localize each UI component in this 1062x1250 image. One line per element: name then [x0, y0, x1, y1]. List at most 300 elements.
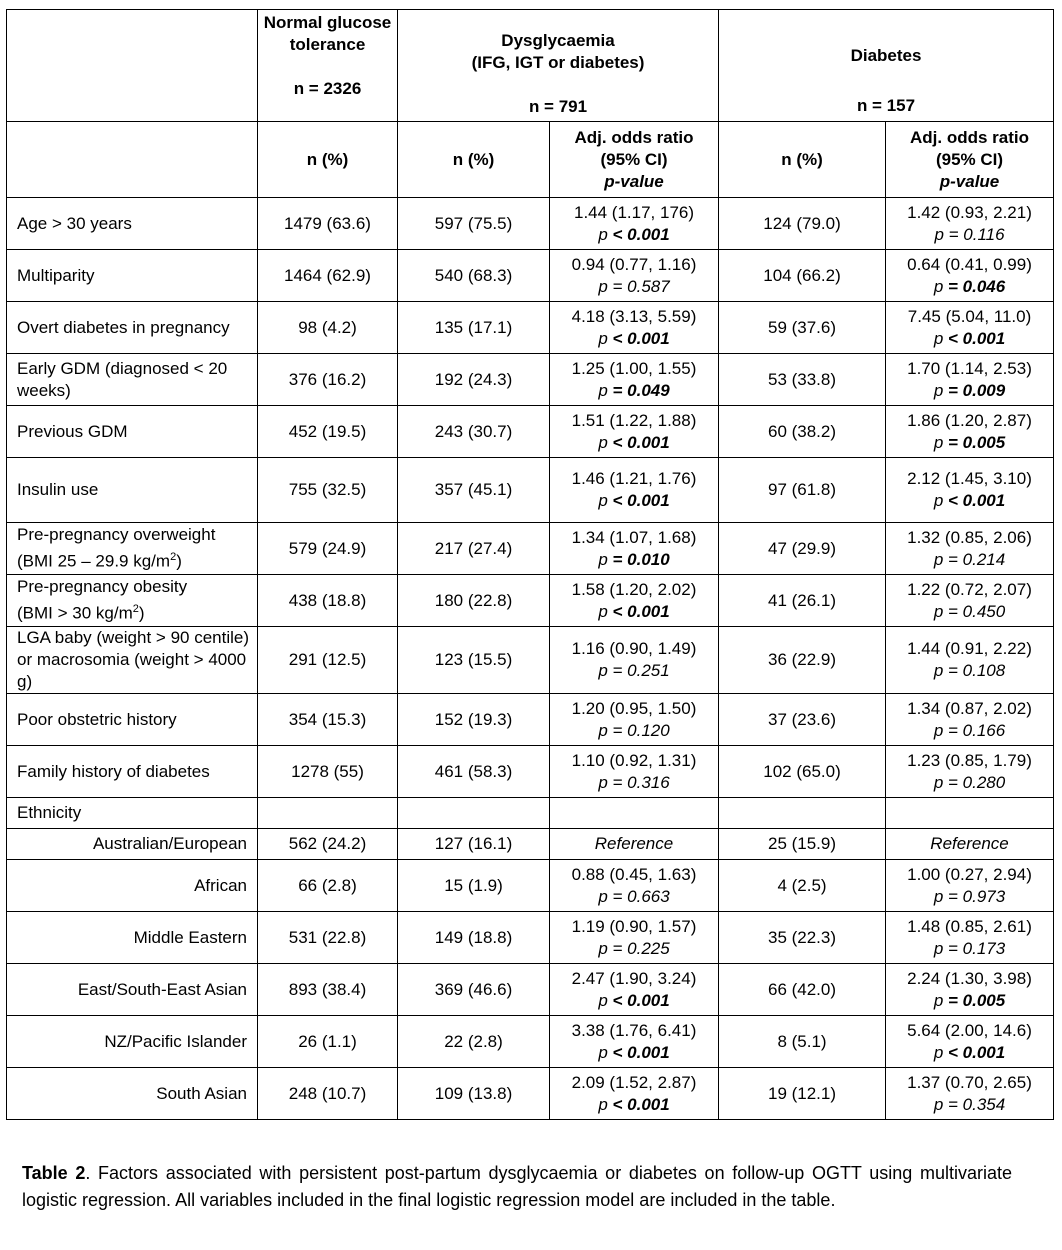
p-symbol: p	[933, 720, 948, 740]
p-operator: <	[612, 1042, 628, 1062]
table-row	[7, 746, 1054, 798]
dia-count: 124 (79.0)	[719, 198, 886, 250]
ethnicity-row	[7, 964, 1054, 1016]
row-label: Poor obstetric history	[7, 694, 258, 746]
p-number: 0.010	[627, 549, 670, 569]
p-value	[890, 224, 1049, 246]
ethnicity-header-row	[7, 798, 1054, 829]
dia-count: 8 (5.1)	[719, 1016, 886, 1068]
header-or-line1: Adj. odds ratio	[574, 127, 694, 147]
ngt-count: 1464 (62.9)	[258, 250, 398, 302]
p-number: 0.005	[962, 990, 1006, 1010]
dia-count: 47 (29.9)	[719, 523, 886, 575]
dys-odds-ratio	[550, 302, 719, 354]
p-symbol: p	[598, 549, 613, 569]
dia-odds-ratio	[886, 964, 1054, 1016]
p-symbol: p	[933, 990, 948, 1010]
dia-odds-ratio: Reference	[886, 829, 1054, 860]
p-value	[554, 990, 714, 1012]
caption-text: . Factors associated with persistent post-partum dysglycaemia or diabetes on follow-up OGTT using multivariate logistic regression. All variables included in the final logistic regression model are included in the table.	[22, 1163, 1012, 1210]
odds-ratio: 2.24 (1.30, 3.98)	[907, 968, 1032, 988]
ethnicity-row	[7, 912, 1054, 964]
p-value	[890, 1042, 1049, 1064]
p-symbol: p	[598, 601, 613, 621]
ngt-count: 452 (19.5)	[258, 406, 398, 458]
p-operator: <	[948, 491, 963, 510]
p-value	[554, 938, 714, 960]
empty-cell	[398, 798, 550, 829]
dia-odds-ratio	[886, 523, 1054, 575]
header-dys-npct: n (%)	[398, 122, 550, 198]
empty-cell	[719, 798, 886, 829]
row-label: Age > 30 years	[7, 198, 258, 250]
row-label	[7, 523, 258, 575]
caption-label: Table 2	[22, 1163, 86, 1183]
p-number: 0.001	[627, 328, 670, 348]
p-value	[554, 224, 714, 246]
p-value	[554, 720, 714, 742]
odds-ratio: 2.12 (1.45, 3.10)	[907, 469, 1032, 488]
p-number: 0.214	[962, 549, 1006, 569]
odds-ratio: 4.18 (3.13, 5.59)	[571, 306, 697, 326]
dia-odds-ratio	[886, 250, 1054, 302]
p-number: 0.280	[962, 772, 1006, 792]
p-symbol: p	[598, 380, 613, 400]
p-operator: <	[948, 328, 963, 348]
odds-ratio: 1.23 (0.85, 1.79)	[907, 750, 1032, 770]
header-dia-npct: n (%)	[719, 122, 886, 198]
row-label: Middle Eastern	[7, 912, 258, 964]
odds-ratio: 2.09 (1.52, 2.87)	[571, 1072, 697, 1092]
row-label: Early GDM (diagnosed < 20 weeks)	[7, 354, 258, 406]
dia-count: 60 (38.2)	[719, 406, 886, 458]
dys-count: 357 (45.1)	[398, 458, 550, 523]
header-or-line2: (95% CI)	[600, 149, 668, 169]
p-value	[890, 772, 1049, 794]
dys-odds-ratio	[550, 964, 719, 1016]
p-number: 0.001	[962, 1042, 1006, 1062]
p-symbol: p	[598, 276, 613, 296]
p-operator: =	[948, 886, 963, 906]
dia-odds-ratio	[886, 458, 1054, 523]
header-dia-title: Diabetes	[850, 46, 922, 65]
table-row	[7, 198, 1054, 250]
row-label: Australian/European	[7, 829, 258, 860]
p-operator: =	[612, 772, 628, 792]
p-value	[890, 1094, 1049, 1116]
odds-ratio: 1.00 (0.27, 2.94)	[907, 864, 1032, 884]
dys-count: 180 (22.8)	[398, 575, 550, 627]
header-dys-n: n = 791	[528, 97, 588, 116]
p-symbol: p	[933, 328, 948, 348]
odds-ratio: 1.44 (0.91, 2.22)	[907, 639, 1032, 658]
dys-count: 127 (16.1)	[398, 829, 550, 860]
table-row	[7, 694, 1054, 746]
header-or-line2: (95% CI)	[935, 149, 1004, 169]
row-label: LGA baby (weight > 90 centile) or macrosomia (weight > 4000 g)	[7, 627, 258, 694]
p-operator: <	[612, 990, 628, 1010]
dia-odds-ratio	[886, 912, 1054, 964]
dys-count: 243 (30.7)	[398, 406, 550, 458]
empty-cell	[258, 798, 398, 829]
dia-odds-ratio	[886, 860, 1054, 912]
p-number: 0.166	[962, 720, 1006, 740]
p-symbol: p	[933, 276, 948, 296]
dys-odds-ratio	[550, 627, 719, 694]
dys-odds-ratio	[550, 1016, 719, 1068]
dia-odds-ratio	[886, 694, 1054, 746]
header-empty-cell	[7, 10, 258, 122]
p-number: 0.001	[627, 990, 670, 1010]
table-row	[7, 523, 1054, 575]
ethnicity-row	[7, 1068, 1054, 1120]
p-number: 0.116	[963, 224, 1005, 244]
p-symbol: p	[933, 661, 948, 680]
dia-count: 4 (2.5)	[719, 860, 886, 912]
p-value	[554, 490, 714, 512]
odds-ratio: 1.20 (0.95, 1.50)	[571, 698, 697, 718]
p-symbol: p	[598, 432, 613, 452]
header-or-line3: p-value	[939, 171, 1000, 191]
dia-odds-ratio	[886, 406, 1054, 458]
p-symbol: p	[598, 1042, 613, 1062]
header-row-columns	[7, 122, 1054, 198]
header-ngt-n: n = 2326	[293, 79, 362, 98]
p-operator: =	[948, 772, 963, 792]
p-operator: =	[948, 224, 964, 244]
p-value	[890, 490, 1049, 512]
p-number: 0.009	[962, 380, 1006, 400]
dia-odds-ratio	[886, 302, 1054, 354]
odds-ratio: 7.45 (5.04, 11.0)	[907, 306, 1032, 326]
p-value	[890, 328, 1049, 350]
header-ngt-npct: n (%)	[258, 122, 398, 198]
dys-count: 192 (24.3)	[398, 354, 550, 406]
p-number: 0.587	[627, 276, 670, 296]
dia-count: 41 (26.1)	[719, 575, 886, 627]
p-value	[554, 549, 714, 571]
p-symbol: p	[598, 328, 613, 348]
p-number: 0.049	[627, 380, 670, 400]
dia-odds-ratio	[886, 1016, 1054, 1068]
dia-count: 66 (42.0)	[719, 964, 886, 1016]
odds-ratio: 5.64 (2.00, 14.6)	[907, 1020, 1032, 1040]
dia-count: 102 (65.0)	[719, 746, 886, 798]
p-symbol: p	[598, 990, 613, 1010]
header-dia-n: n = 157	[856, 96, 916, 115]
table-row	[7, 627, 1054, 694]
p-symbol: p	[598, 772, 613, 792]
ngt-count: 376 (16.2)	[258, 354, 398, 406]
row-label-sup: 2	[132, 603, 139, 616]
p-operator: =	[948, 1094, 963, 1114]
dia-count: 104 (66.2)	[719, 250, 886, 302]
header-or-line1: Adj. odds ratio	[910, 127, 1030, 147]
ngt-count: 562 (24.2)	[258, 829, 398, 860]
header-ngt	[258, 10, 398, 122]
row-label-line2: (BMI > 30 $kg/m^2$)	[17, 603, 145, 623]
p-operator: <	[612, 432, 628, 452]
p-symbol: p	[933, 886, 948, 906]
p-value	[554, 432, 714, 454]
p-symbol: p	[933, 1042, 948, 1062]
empty-cell	[550, 798, 719, 829]
row-label	[7, 575, 258, 627]
p-value	[554, 328, 714, 350]
ethnicity-row	[7, 1016, 1054, 1068]
ngt-count: 26 (1.1)	[258, 1016, 398, 1068]
p-operator: =	[612, 720, 628, 740]
p-number: 0.005	[962, 432, 1006, 452]
dys-odds-ratio	[550, 406, 719, 458]
p-value	[554, 380, 714, 402]
p-number: 0.251	[627, 661, 670, 680]
odds-ratio: 1.16 (0.90, 1.49)	[571, 639, 697, 658]
ngt-count: 66 (2.8)	[258, 860, 398, 912]
p-value	[890, 601, 1049, 623]
p-value	[890, 990, 1049, 1012]
p-operator: <	[612, 224, 628, 244]
odds-ratio: 1.32 (0.85, 2.06)	[907, 527, 1032, 547]
p-value	[890, 276, 1049, 298]
odds-ratio: 1.22 (0.72, 2.07)	[907, 579, 1032, 599]
row-label: Previous GDM	[7, 406, 258, 458]
p-operator: =	[948, 432, 963, 452]
dys-odds-ratio	[550, 354, 719, 406]
p-operator: <	[948, 1042, 963, 1062]
p-value	[890, 938, 1049, 960]
p-number: 0.001	[962, 491, 1006, 510]
p-value	[890, 720, 1049, 742]
p-symbol: p	[598, 661, 613, 680]
header-dysglycaemia	[398, 10, 719, 122]
p-operator: =	[948, 380, 963, 400]
p-number: 0.046	[962, 276, 1006, 296]
p-number: 0.120	[627, 720, 670, 740]
p-number: 0.001	[627, 432, 670, 452]
dys-odds-ratio	[550, 458, 719, 523]
p-value	[890, 660, 1049, 682]
header-dys-or	[550, 122, 719, 198]
p-number: 0.973	[962, 886, 1006, 906]
row-label: NZ/Pacific Islander	[7, 1016, 258, 1068]
odds-ratio: 3.38 (1.76, 6.41)	[571, 1020, 697, 1040]
row-label: African	[7, 860, 258, 912]
header-dys-title: Dysglycaemia	[501, 31, 615, 50]
ngt-count: 438 (18.8)	[258, 575, 398, 627]
dys-odds-ratio	[550, 250, 719, 302]
header-dys-sub: (IFG, IGT or diabetes)	[471, 53, 645, 72]
ngt-count: 248 (10.7)	[258, 1068, 398, 1120]
dys-count: 135 (17.1)	[398, 302, 550, 354]
dia-count: 53 (33.8)	[719, 354, 886, 406]
header-ngt-title: Normal glucose tolerance	[263, 13, 392, 54]
p-value	[554, 772, 714, 794]
p-operator: <	[612, 1094, 628, 1114]
p-value	[554, 886, 714, 908]
ngt-count: 1479 (63.6)	[258, 198, 398, 250]
p-symbol: p	[933, 1094, 948, 1114]
ethnicity-row	[7, 829, 1054, 860]
dia-count: 37 (23.6)	[719, 694, 886, 746]
p-value	[890, 432, 1049, 454]
p-operator: =	[612, 886, 628, 906]
dia-odds-ratio	[886, 198, 1054, 250]
p-value	[890, 549, 1049, 571]
odds-ratio: 1.86 (1.20, 2.87)	[907, 410, 1032, 430]
row-label: Family history of diabetes	[7, 746, 258, 798]
p-operator: =	[612, 938, 628, 958]
p-number: 0.108	[962, 661, 1006, 680]
p-symbol: p	[598, 720, 613, 740]
odds-ratio: 1.10 (0.92, 1.31)	[571, 750, 697, 770]
dia-odds-ratio	[886, 746, 1054, 798]
table-row	[7, 575, 1054, 627]
ngt-count: 98 (4.2)	[258, 302, 398, 354]
row-label: Multiparity	[7, 250, 258, 302]
row-label-line1: Pre-pregnancy obesity	[17, 577, 188, 597]
dys-odds-ratio	[550, 1068, 719, 1120]
p-symbol: p	[598, 938, 613, 958]
p-value	[890, 886, 1049, 908]
dia-count: 35 (22.3)	[719, 912, 886, 964]
p-number: 0.001	[962, 328, 1006, 348]
dys-odds-ratio: Reference	[550, 829, 719, 860]
empty-cell	[886, 798, 1054, 829]
ngt-count: 1278 (55)	[258, 746, 398, 798]
p-number: 0.001	[627, 601, 670, 621]
dys-count: 152 (19.3)	[398, 694, 550, 746]
table-row	[7, 406, 1054, 458]
p-number: 0.354	[962, 1094, 1006, 1114]
p-operator: =	[612, 549, 628, 569]
ngt-count: 755 (32.5)	[258, 458, 398, 523]
dys-odds-ratio	[550, 575, 719, 627]
row-label-sup: 2	[170, 551, 177, 564]
odds-ratio: 0.94 (0.77, 1.16)	[571, 254, 697, 274]
p-operator: =	[948, 720, 963, 740]
p-value	[554, 1094, 714, 1116]
p-symbol: p	[933, 938, 948, 958]
p-symbol: p	[933, 432, 948, 452]
dia-count: 97 (61.8)	[719, 458, 886, 523]
table-caption	[22, 1160, 1012, 1214]
row-label-line1: Pre-pregnancy overweight	[17, 525, 216, 545]
table-row	[7, 302, 1054, 354]
dys-count: 540 (68.3)	[398, 250, 550, 302]
p-symbol: p	[933, 491, 948, 510]
p-number: 0.450	[962, 601, 1006, 621]
dia-count: 19 (12.1)	[719, 1068, 886, 1120]
header-dia-or	[886, 122, 1054, 198]
p-number: 0.001	[627, 1042, 670, 1062]
p-operator: =	[948, 661, 963, 680]
p-symbol: p	[598, 491, 613, 510]
p-symbol: p	[598, 886, 613, 906]
p-number: 0.663	[627, 886, 670, 906]
p-operator: =	[948, 938, 963, 958]
p-value	[554, 1042, 714, 1064]
p-operator: =	[948, 276, 963, 296]
dys-count: 22 (2.8)	[398, 1016, 550, 1068]
dys-odds-ratio	[550, 694, 719, 746]
odds-ratio: 2.47 (1.90, 3.24)	[571, 968, 697, 988]
odds-ratio: 0.88 (0.45, 1.63)	[571, 864, 697, 884]
dys-odds-ratio	[550, 198, 719, 250]
dia-count: 36 (22.9)	[719, 627, 886, 694]
ngt-count: 893 (38.4)	[258, 964, 398, 1016]
dia-odds-ratio	[886, 354, 1054, 406]
odds-ratio: 1.19 (0.90, 1.57)	[571, 916, 697, 936]
p-symbol: p	[598, 1094, 613, 1114]
p-operator: <	[612, 491, 628, 510]
header-or-line3: p-value	[604, 171, 664, 191]
table-row	[7, 458, 1054, 523]
p-number: 0.001	[627, 491, 670, 510]
dia-count: 25 (15.9)	[719, 829, 886, 860]
dia-odds-ratio	[886, 575, 1054, 627]
odds-ratio: 1.25 (1.00, 1.55)	[571, 358, 697, 378]
p-symbol: p	[933, 601, 948, 621]
p-number: 0.316	[627, 772, 670, 792]
header-empty-cell	[7, 122, 258, 198]
ngt-count: 531 (22.8)	[258, 912, 398, 964]
dys-count: 149 (18.8)	[398, 912, 550, 964]
p-operator: =	[948, 549, 963, 569]
p-value	[554, 660, 714, 682]
row-label: East/South-East Asian	[7, 964, 258, 1016]
p-value	[554, 276, 714, 298]
odds-ratio: 1.42 (0.93, 2.21)	[907, 202, 1032, 222]
p-operator: =	[612, 380, 628, 400]
dys-odds-ratio	[550, 860, 719, 912]
dys-count: 123 (15.5)	[398, 627, 550, 694]
odds-ratio: 1.44 (1.17, 176)	[573, 202, 695, 222]
p-operator: =	[948, 601, 963, 621]
ngt-count: 291 (12.5)	[258, 627, 398, 694]
p-symbol: p	[933, 549, 948, 569]
p-operator: <	[612, 601, 628, 621]
p-symbol: p	[933, 772, 948, 792]
p-symbol: p	[934, 224, 949, 244]
p-operator: =	[612, 661, 628, 680]
dys-count: 109 (13.8)	[398, 1068, 550, 1120]
row-label: Overt diabetes in pregnancy	[7, 302, 258, 354]
dys-count: 217 (27.4)	[398, 523, 550, 575]
dys-count: 15 (1.9)	[398, 860, 550, 912]
p-value	[890, 380, 1049, 402]
table-row	[7, 250, 1054, 302]
odds-ratio: 1.48 (0.85, 2.61)	[907, 916, 1032, 936]
row-label: South Asian	[7, 1068, 258, 1120]
ngt-count: 579 (24.9)	[258, 523, 398, 575]
p-number: 0.225	[627, 938, 670, 958]
dys-odds-ratio	[550, 746, 719, 798]
odds-ratio: 1.70 (1.14, 2.53)	[907, 358, 1032, 378]
dia-odds-ratio	[886, 627, 1054, 694]
ngt-count: 354 (15.3)	[258, 694, 398, 746]
table-row	[7, 354, 1054, 406]
p-number: 0.001	[627, 224, 670, 244]
row-label: Insulin use	[7, 458, 258, 523]
ethnicity-row	[7, 860, 1054, 912]
p-value	[554, 601, 714, 623]
p-operator: <	[612, 328, 628, 348]
results-table	[6, 9, 1054, 1120]
dys-count: 369 (46.6)	[398, 964, 550, 1016]
p-number: 0.001	[627, 1094, 670, 1114]
dia-odds-ratio	[886, 1068, 1054, 1120]
